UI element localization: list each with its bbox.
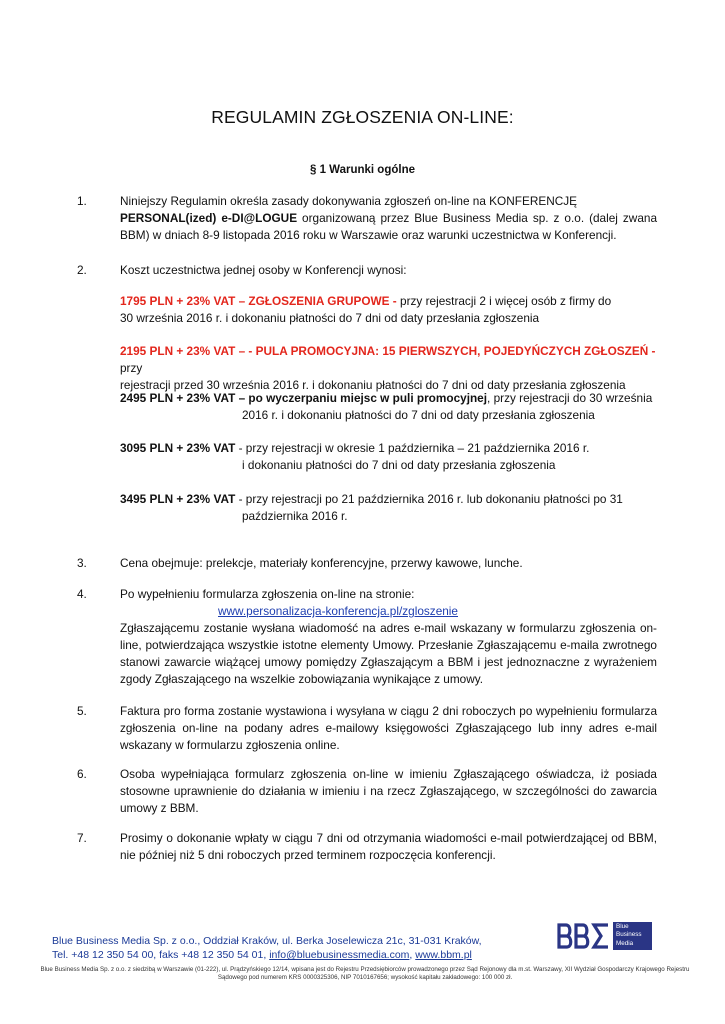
footer-address: Blue Business Media Sp. z o.o., Oddział Kraków, ul. Berka Joselewicza 21c, 31-031 Kraków, <box>52 935 482 947</box>
logo-mark-text: BBE <box>556 922 559 923</box>
item-text: Faktura pro forma zostanie wystawiona i wysyłana w ciągu 2 dni roboczych po wypełnieniu formularza zgłoszenia on-line na podany adres e-mailowy księgowości Zgłaszającego lub inny adres e-mail wskazany w formularzu zgłoszenia online. <box>120 704 657 752</box>
logo-mark <box>556 922 612 950</box>
item-number: 3. <box>77 556 87 570</box>
footer-email-link[interactable]: info@bluebusinessmedia.com <box>269 949 410 961</box>
footer-legal-notice: Blue Business Media Sp. z o.o. z siedzibą w Warszawie (01-222), ul. Prądzyńskiego 12/14, wpisana jest do Rejestru Przedsiębiorców prowadzonego przez Sąd Rejonowy dla m.st. Warszawy, XII Wydział Gospodarczy Krajowego Rejestru Sądowego pod numerem KRS 0000325306, NIP 7010167656; wysokość kapitału zakładowego: 100 000 zł. <box>40 966 690 981</box>
price-option-3: 2495 PLN + 23% VAT – po wyczerpaniu miejsc w puli promocyjnej, przy rejestracji do 30 września 2016 r. i dokonaniu płatności do 7 dni od daty przesłania zgłoszenia <box>120 391 653 422</box>
item-text: Osoba wypełniająca formularz zgłoszenia on-line w imieniu Zgłaszającego oświadcza, iż posiada stosowne uprawnienie do działania w imieniu i na rzecz Zgłaszającego, w szczególności do zawarcia umowy z BBM. <box>120 767 657 815</box>
item-text: Po wypełnieniu formularza zgłoszenia on-line na stronie: www.personalizacja-konferencja.pl/zgloszenie Zgłaszającemu zostanie wysłana wiadomość na adres e-mail wskazany w formularzu zgłoszenia on-line, potwierdzająca wszystkie istotne elementy Umowy. Przesłanie Zgłaszającemu e-maila zwrotnego stanowi zawarcie wiążącej umowy pomiędzy Zgłaszającym a BBM i jest jednoznaczne z wyrażeniem zgody Zgłaszającego na wszelkie zobowiązania wynikające z umowy. <box>120 587 657 686</box>
company-logo <box>556 922 652 950</box>
item-number: 7. <box>77 831 87 845</box>
price-option-4: 3095 PLN + 23% VAT - przy rejestracji w okresie 1 października – 21 października 2016 r. i dokonaniu płatności do 7 dni od daty przesłania zgłoszenia <box>120 441 590 472</box>
price-heading: 2495 PLN + 23% VAT – po wyczerpaniu miejsc w puli promocyjnej <box>120 391 488 405</box>
item-number: 2. <box>77 263 87 277</box>
item-text: Prosimy o dokonanie wpłaty w ciągu 7 dni od otrzymania wiadomości e-mail potwierdzającej od BBM, nie później niż 5 dni roboczych przed terminem rozpoczęcia konferencji. <box>120 831 657 862</box>
section-heading: § 1 Warunki ogólne <box>309 164 415 176</box>
item-number: 6. <box>77 767 87 781</box>
price-heading: 3495 PLN + 23% VAT <box>120 492 236 506</box>
item-number: 5. <box>77 704 87 718</box>
logo-wordmark: Blue Business Media <box>613 922 652 950</box>
price-heading: 2195 PLN + 23% VAT – - PULA PROMOCYJNA: 15 PIERWSZYCH, POJEDYŃCZYCH ZGŁOSZEŃ - <box>120 344 656 358</box>
footer-contact: Tel. +48 12 350 54 00, faks +48 12 350 54 01, info@bluebusinessmedia.com, www.bbm.pl <box>52 949 472 961</box>
footer-website-link[interactable]: www.bbm.pl <box>415 949 472 961</box>
document-title: REGULAMIN ZGŁOSZENIA ON-LINE: <box>211 107 514 127</box>
price-heading: 3095 PLN + 23% VAT <box>120 441 236 455</box>
item-text: Koszt uczestnictwa jednej osoby w Konferencji wynosi: <box>120 263 407 277</box>
price-option-2: 2195 PLN + 23% VAT – - PULA PROMOCYJNA: 15 PIERWSZYCH, POJEDYŃCZYCH ZGŁOSZEŃ - przy rejestracji przed 30 września 2016 r. i dokonaniu płatności do 7 dni od daty przesłania zgłoszenia <box>120 344 656 392</box>
item-text: Niniejszy Regulamin określa zasady dokonywania zgłoszeń on-line na KONFERENCJĘ PERSONAL(ized) e-DI@LOGUE organizowaną przez Blue Business Media sp. z o.o. (dalej zwana BBM) w dniach 8-9 listopada 2016 roku w Warszawie oraz warunki uczestnictwa w Konferencji. <box>120 194 658 242</box>
item-number: 1. <box>77 194 87 208</box>
item-number: 4. <box>77 587 87 601</box>
item-text: Cena obejmuje: prelekcje, materiały konferencyjne, przerwy kawowe, lunche. <box>120 556 523 570</box>
registration-link[interactable]: www.personalizacja-konferencja.pl/zgloszenie <box>218 604 458 618</box>
event-name: PERSONAL(ized) e-DI@LOGUE <box>120 211 298 225</box>
price-option-1: 1795 PLN + 23% VAT – ZGŁOSZENIA GRUPOWE - przy rejestracji 2 i więcej osób z firmy do 30 września 2016 r. i dokonaniu płatności do 7 dni od daty przesłania zgłoszenia <box>120 294 612 325</box>
price-heading: 1795 PLN + 23% VAT – ZGŁOSZENIA GRUPOWE - <box>120 294 397 308</box>
price-option-5: 3495 PLN + 23% VAT - przy rejestracji po 21 października 2016 r. lub dokonaniu płatności po 31 października 2016 r. <box>120 492 623 523</box>
